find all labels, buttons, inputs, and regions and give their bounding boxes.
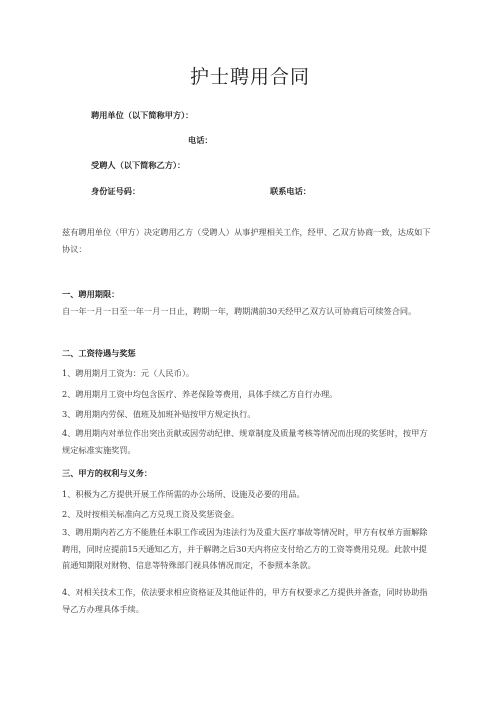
section-paragraph: 1、聘用期月工资为：元（人民币）。 <box>62 368 195 378</box>
intro-paragraph: 兹有聘用单位（甲方）决定聘用乙方（受聘人）从事护理相关工作，经甲、乙双方协商一致，达成如下协议： <box>62 227 431 254</box>
phone-field: 电话： <box>188 135 213 145</box>
section-paragraph: 2、聘用期月工资中均包含医疗、养老保险等费用，具体手续乙方自行办理。 <box>62 389 338 399</box>
contact-phone-field: 联系电话： <box>270 186 311 196</box>
section-heading: 一、聘用期限： <box>62 289 120 299</box>
section-heading: 三、甲方的权利与义务： <box>62 468 153 478</box>
id-number-field: 身份证号码： <box>91 186 141 196</box>
document-title: 护士聘用合同 <box>189 66 310 88</box>
section-paragraph: 自一年一月一日至一年一月一日止，聘期一年，聘期满前30天经甲乙双方认可协商后可续签合同。 <box>62 306 417 316</box>
section-paragraph: 3、聘用期内劳保、值班及加班补贴按甲方规定执行。 <box>62 409 256 419</box>
employer-field: 聘用单位（以下简称甲方）： <box>91 110 194 120</box>
section-heading: 二、工资待遇与奖惩 <box>62 348 136 358</box>
section-paragraph: 2、及时按相关标准向乙方兑现工资及奖惩资金。 <box>62 509 240 519</box>
section-paragraph: 1、积极为乙方提供开展工作所需的办公场所、设施及必要的用品。 <box>62 489 305 499</box>
section-paragraph: 4、聘用期内对单位作出突出贡献或因劳动纪律、规章制度及质量考核等情况而出现的奖惩时，按甲方规定标准实施奖罚。 <box>62 428 428 455</box>
section-paragraph: 3、聘用期内若乙方不能胜任本职工作或因为违法行为及重大医疗事故等情况时，甲方有权单方面解除聘用，同时应提前15天通知乙方，并于解聘之后30天内将应支付给乙方的工资等费用兑现。此款中提前通知期限对财物、信息等特殊部门视具体情况而定，不参照本条款。 <box>62 527 428 570</box>
section-paragraph: 4、对相关技术工作，依法要求相应资格证及其他证件的，甲方有权要求乙方提供并备查，同时协助指导乙方办理具体手续。 <box>62 587 428 614</box>
employee-field: 受聘人（以下简称乙方）： <box>91 160 186 170</box>
